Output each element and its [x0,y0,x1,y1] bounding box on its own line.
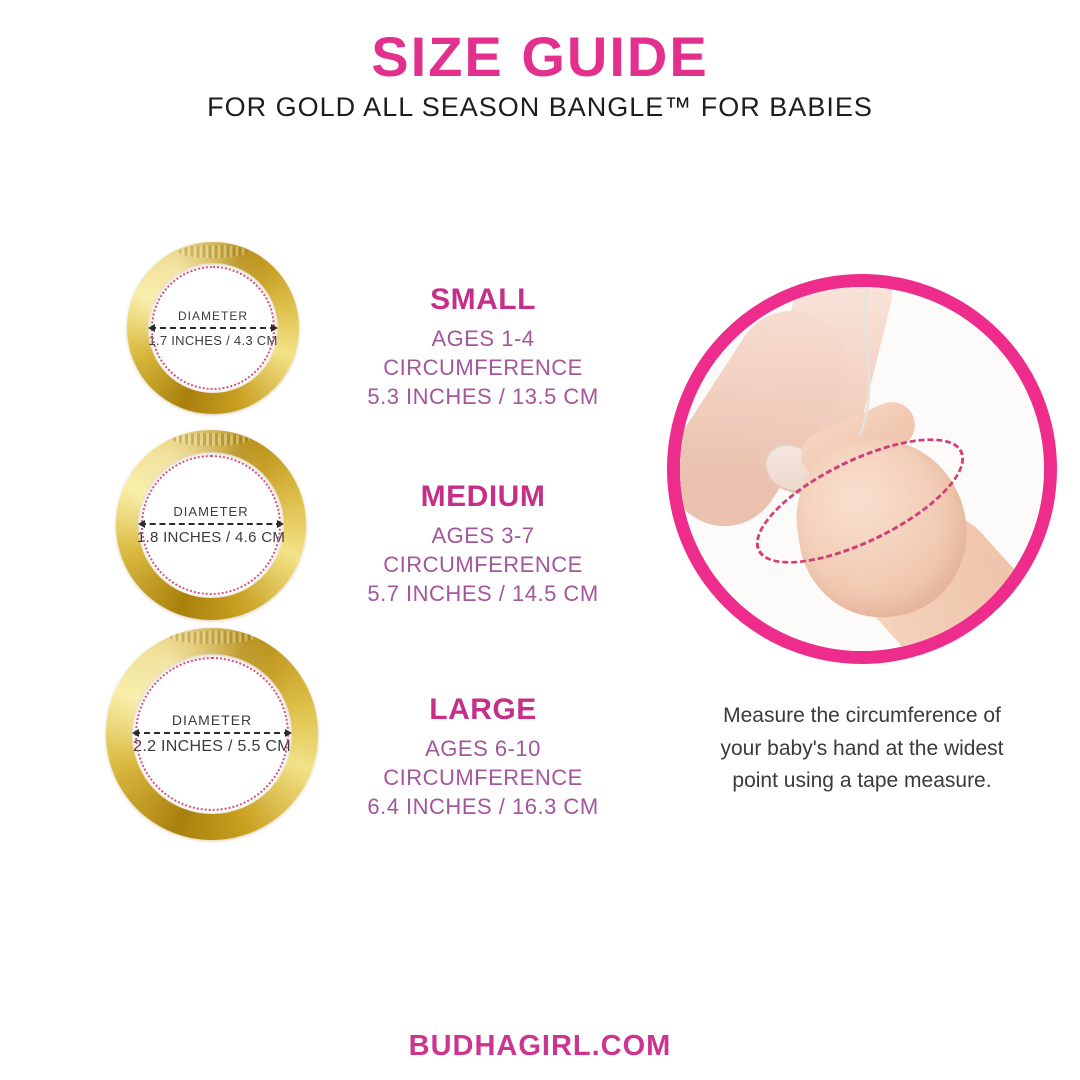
bangle-medium-inner [138,452,284,598]
inner-diameter-dotted-circle [141,455,281,595]
bangle-small-inner [148,263,278,393]
website-url: BUDHAGIRL.COM [408,1030,672,1062]
baby-hand-photo-clip [680,287,1044,651]
baby-hand-photo [667,274,1057,664]
diameter-label: DIAMETER [171,712,253,728]
size-name: SMALL [430,283,536,316]
bangle-large-inner [132,654,292,814]
size-ages: AGES 6-10 [425,736,541,761]
inner-diameter-dotted-circle [135,657,289,811]
circumference-label: CIRCUMFERENCE [383,765,583,790]
size-name: LARGE [429,693,537,726]
circumference-value: 5.7 INCHES / 14.5 CM [367,581,599,606]
circumference-label: CIRCUMFERENCE [383,355,583,380]
page-subtitle: FOR GOLD ALL SEASON BANGLE™ FOR BABIES [207,92,873,122]
size-name: MEDIUM [420,480,546,513]
measure-instructions: Measure the circumference of your baby's hand at the widest point using a tape measure. [720,704,1004,793]
diameter-arrow-line [134,732,290,734]
circumference-value: 5.3 INCHES / 13.5 CM [367,384,599,409]
size-block-small [323,283,643,411]
size-block-medium [323,480,643,608]
bangle-large [106,628,318,840]
diameter-value: 2.2 INCHES / 5.5 CM [133,738,291,755]
diameter-label: DIAMETER [177,308,248,323]
circumference-label: CIRCUMFERENCE [383,552,583,577]
diameter-value: 1.8 INCHES / 4.6 CM [136,529,286,546]
bangle-medium [116,430,306,620]
circumference-value: 6.4 INCHES / 16.3 CM [367,794,599,819]
diameter-label: DIAMETER [173,504,249,519]
bangle-small [127,242,299,414]
string-line [830,287,910,437]
diameter-arrow-line [150,327,276,329]
size-block-large [323,693,643,821]
diameter-arrow-line [140,523,282,525]
size-ages: AGES 3-7 [431,523,535,548]
size-ages: AGES 1-4 [431,326,535,351]
diameter-value: 1.7 INCHES / 4.3 CM [148,332,278,348]
page-title: SIZE GUIDE [371,25,709,88]
